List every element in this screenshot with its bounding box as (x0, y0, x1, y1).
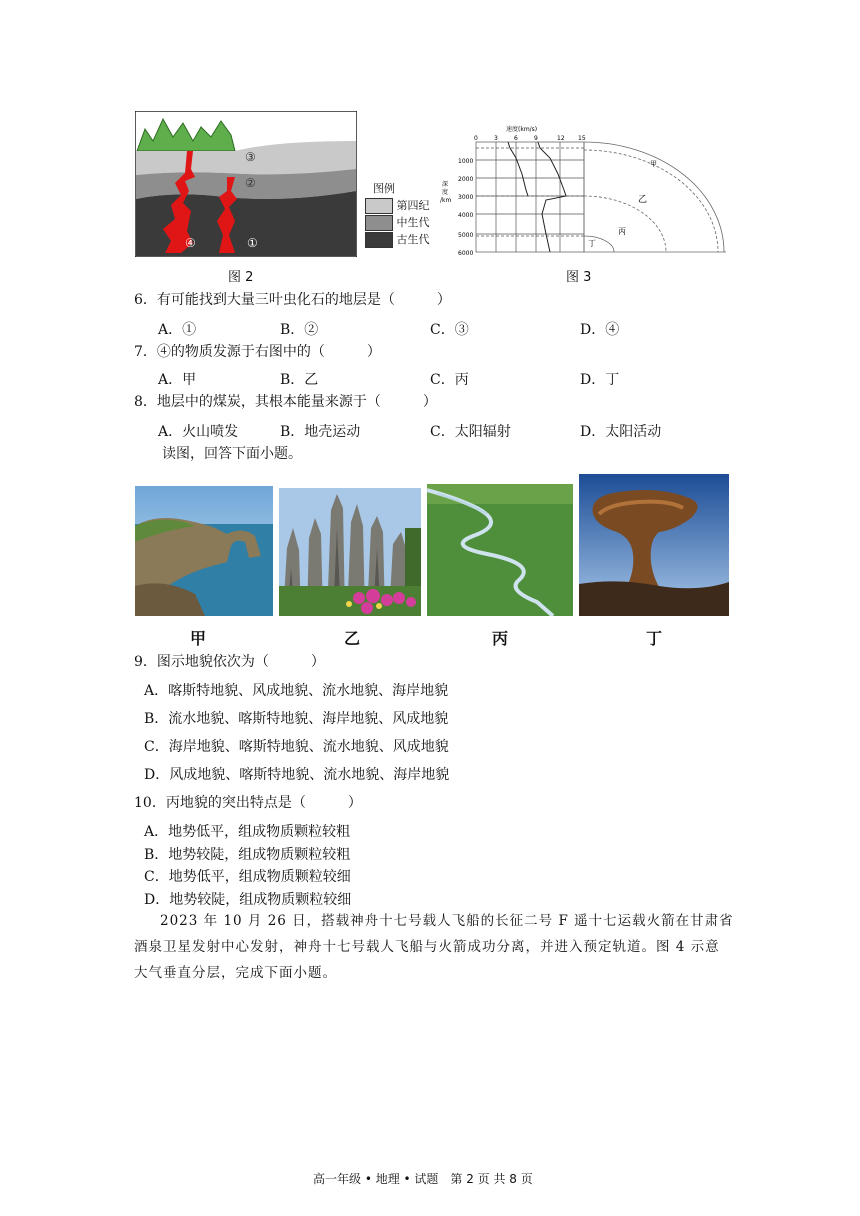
passage-line-1: 2023 年 10 月 26 日，搭载神舟十七号载人飞船的长征二号 F 遥十七运载火箭在甘肃省 (160, 913, 734, 929)
figure-3-caption: 图 3 (566, 270, 592, 285)
stone-forest-image (279, 488, 421, 616)
layer-label-2: ② (245, 176, 256, 190)
depth-tick: 4000 (458, 212, 474, 219)
velocity-ticks (474, 135, 586, 142)
question-7-option-c: C．丙 (430, 372, 469, 388)
question-8-option-a: A．火山喷发 (158, 424, 239, 440)
question-7-option-a: A．甲 (158, 372, 197, 388)
question-8-option-b: B．地壳运动 (280, 424, 361, 440)
layer-label-1: ① (247, 236, 258, 250)
question-8-option-c: C．太阳辐射 (430, 424, 511, 440)
meandering-river-image (427, 484, 573, 616)
depth-tick: 2000 (458, 176, 474, 183)
layer-label-4: ④ (185, 236, 196, 250)
question-7-option-b: B．乙 (280, 372, 319, 388)
question-6-option-c: C．③ (430, 322, 469, 338)
zone-label-ding: 丁 (588, 239, 596, 248)
question-10-option-a: A．地势低平，组成物质颗粒较粗 (144, 824, 351, 840)
depth-tick: 5000 (458, 232, 474, 239)
question-6-option-d: D．④ (580, 322, 620, 338)
velocity-tick: 0 (474, 135, 478, 142)
svg-text:深: 深 (442, 181, 449, 188)
seismic-wave-diagram (438, 124, 728, 260)
legend-swatch-paleozoic (365, 232, 393, 248)
question-6-option-a: A．① (158, 322, 197, 338)
question-9-option-d: D．风成地貌、喀斯特地貌、流水地貌、海岸地貌 (144, 767, 450, 783)
legend-item-mesozoic (365, 214, 430, 231)
question-7-stem: 7．④的物质发源于右图中的（ ） (134, 344, 381, 360)
depth-axis-title (440, 180, 451, 204)
photo-yi (279, 488, 421, 616)
photo-label-bing: 丙 (492, 629, 509, 648)
velocity-tick: 6 (514, 135, 518, 142)
depth-tick: 6000 (458, 250, 474, 257)
photo-label-yi: 乙 (344, 629, 361, 648)
question-9-stem: 9．图示地貌依次为（ ） (134, 654, 325, 670)
question-8-stem: 8．地层中的煤炭，其根本能量来源于（ ） (134, 394, 437, 410)
figure-2 (135, 111, 357, 257)
figure-3 (438, 124, 728, 260)
zone-label-yi: 乙 (638, 195, 648, 205)
velocity-tick: 9 (534, 135, 538, 142)
read-prompt: 读图，回答下面小题。 (162, 446, 302, 462)
legend-label-quaternary: 第四纪 (396, 199, 430, 212)
question-10-stem: 10．丙地貌的突出特点是（ ） (134, 795, 362, 811)
question-10-option-b: B．地势较陡，组成物质颗粒较粗 (144, 847, 351, 863)
question-7-option-d: D．丁 (580, 372, 620, 388)
figure-2-caption: 图 2 (228, 270, 254, 285)
question-9-option-a: A．喀斯特地貌、风成地貌、流水地貌、海岸地貌 (144, 683, 449, 699)
legend-item-quaternary (365, 197, 430, 214)
legend-swatch-quaternary (365, 198, 393, 214)
velocity-tick: 3 (494, 135, 498, 142)
question-8-option-d: D．太阳活动 (580, 424, 662, 440)
photo-label-ding: 丁 (646, 629, 663, 648)
photo-bing (427, 484, 573, 616)
depth-tick: 1000 (458, 158, 474, 165)
question-9-option-c: C．海岸地貌、喀斯特地貌、流水地貌、风成地貌 (144, 739, 449, 755)
layer-label-3: ③ (245, 150, 256, 164)
photo-label-jia: 甲 (190, 629, 207, 648)
question-6-stem: 6．有可能找到大量三叶虫化石的地层是（ ） (134, 292, 451, 308)
mushroom-rock-image (579, 474, 729, 616)
question-9-option-b: B．流水地貌、喀斯特地貌、海岸地貌、风成地貌 (144, 711, 449, 727)
coastal-arch-image (135, 486, 273, 616)
legend-label-paleozoic: 古生代 (396, 233, 430, 246)
legend-title: 图例 (373, 182, 395, 195)
passage-line-2: 酒泉卫星发射中心发射，神舟十七号载人飞船与火箭成功分离，并进入预定轨道。图 4 示意 (134, 939, 720, 955)
velocity-axis-title: 速度(km/s) (506, 126, 538, 133)
zone-label-bing: 丙 (618, 227, 626, 236)
svg-text:/km: /km (440, 197, 452, 204)
legend-swatch-mesozoic (365, 215, 393, 231)
question-10-option-d: D．地势较陡，组成物质颗粒较细 (144, 892, 352, 908)
svg-text:度: 度 (442, 189, 449, 196)
legend-item-paleozoic (365, 231, 430, 248)
strata-legend (365, 180, 430, 248)
legend-label-mesozoic: 中生代 (396, 216, 430, 229)
velocity-tick: 15 (578, 135, 586, 142)
question-6-option-b: B．② (280, 322, 319, 338)
photo-ding (579, 474, 729, 616)
photo-jia (135, 486, 273, 616)
question-10-option-c: C．地势低平，组成物质颗粒较细 (144, 869, 351, 885)
zone-label-jia: 甲 (650, 160, 657, 168)
depth-tick: 3000 (458, 194, 474, 201)
velocity-tick: 12 (557, 135, 565, 142)
passage-line-3: 大气垂直分层，完成下面小题。 (134, 965, 337, 981)
strata-diagram (135, 111, 357, 257)
page-footer: 高一年级 • 地理 • 试题 第 2 页 共 8 页 (313, 1172, 533, 1186)
depth-ticks (458, 158, 473, 257)
